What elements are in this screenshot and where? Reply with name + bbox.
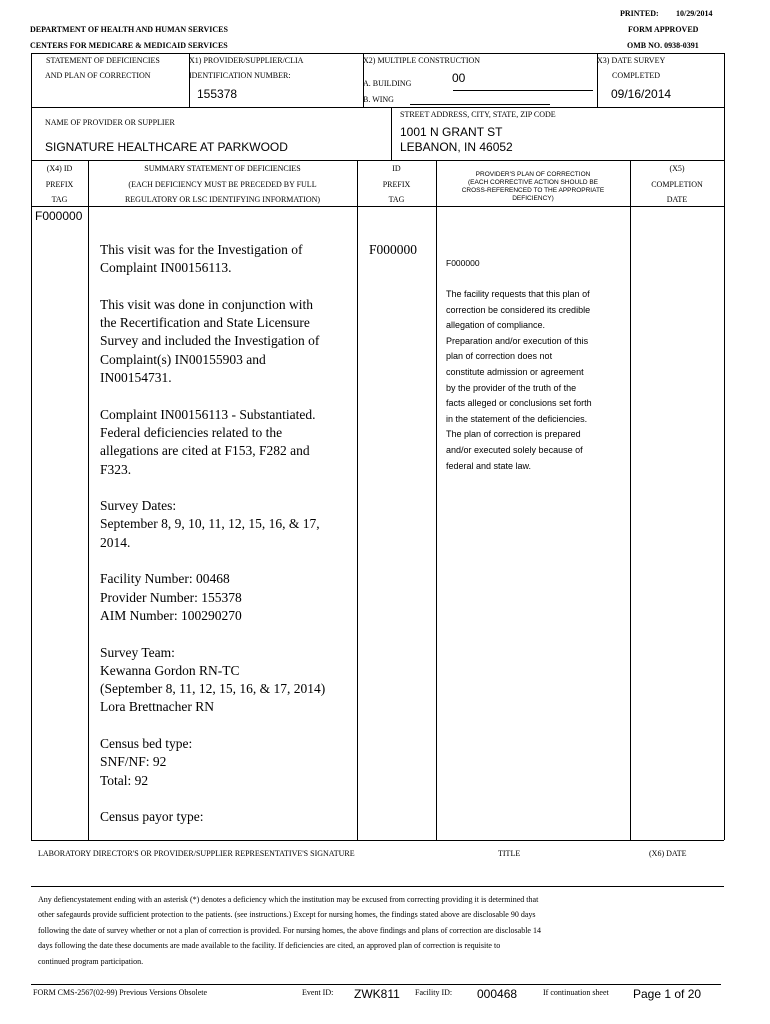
address-label: STREET ADDRESS, CITY, STATE, ZIP CODE	[400, 110, 556, 119]
summary-line: F323.	[100, 461, 132, 477]
x2-label: X2) MULTIPLE CONSTRUCTION	[363, 56, 481, 65]
disclaimer	[38, 892, 718, 969]
title-label: TITLE	[498, 849, 521, 858]
summary-line: Complaint(s) IN00155903 and	[100, 351, 266, 367]
x3-label-2: COMPLETED	[612, 71, 660, 80]
poc-line: in the statement of the deficiencies.	[446, 413, 588, 424]
poc-line: and/or executed solely because of	[446, 444, 583, 455]
summary-paragraph	[100, 644, 356, 717]
summary-header-1: SUMMARY STATEMENT OF DEFICIENCIES	[144, 164, 301, 173]
wing-label: B. WING	[363, 95, 394, 104]
summary-line: Total: 92	[100, 772, 149, 788]
department-name: DEPARTMENT OF HEALTH AND HUMAN SERVICES	[30, 25, 228, 34]
tag-header: TAG	[51, 195, 68, 204]
poc-line: constitute admission or agreement	[446, 366, 584, 377]
summary-line: This visit was done in conjunction with	[100, 296, 313, 312]
prefix-header: PREFIX	[45, 180, 74, 189]
x1-label: X1) PROVIDER/SUPPLIER/CLIA	[189, 56, 304, 65]
summary-line: Provider Number: 155378	[100, 589, 242, 605]
printed-date: 10/29/2014	[676, 9, 713, 18]
tag2-header: TAG	[388, 195, 405, 204]
address-line-2: LEBANON, IN 46052	[400, 140, 513, 154]
summary-line: allegations are cited at F153, F282 and	[100, 443, 310, 459]
poc-header-4: DEFICIENCY)	[512, 195, 554, 202]
statement-label-2: AND PLAN OF CORRECTION	[45, 71, 151, 80]
summary-line: Kewanna Gordon RN-TC	[100, 662, 240, 678]
x3-label: X3) DATE SURVEY	[597, 56, 666, 65]
poc-line: Preparation and/or execution of this	[446, 335, 589, 346]
disclaimer-line: continued program participation.	[38, 956, 144, 966]
summary-line: SNF/NF: 92	[100, 754, 167, 770]
lab-director-label: LABORATORY DIRECTOR'S OR PROVIDER/SUPPLIER REPRESENTATIVE'S SIGNATURE	[38, 849, 355, 858]
summary-line: September 8, 9, 10, 11, 12, 15, 16, & 17,	[100, 516, 320, 532]
summary-paragraph	[100, 497, 356, 552]
id-header: ID	[392, 164, 401, 173]
statement-label-1: STATEMENT OF DEFICIENCIES	[46, 56, 160, 65]
disclaimer-line: following the date of survey whether or not a plan of correction is provided. For nursing homes, the above findings and plans of correction are disclosable 14	[38, 925, 541, 935]
summary-line: Lora Brettnacher RN	[100, 699, 214, 715]
summary-line: Complaint IN00156113.	[100, 260, 232, 276]
summary-line: Census payor type:	[100, 809, 204, 825]
poc-line: correction be considered its credible	[446, 304, 591, 315]
building-value: 00	[452, 71, 466, 85]
x1-label-2: IDENTIFICATION NUMBER:	[189, 71, 291, 80]
centers-name: CENTERS FOR MEDICARE & MEDICAID SERVICES	[30, 41, 228, 50]
poc-line: facts alleged or conclusions set forth	[446, 398, 592, 409]
omb-number: OMB NO. 0938-0391	[627, 41, 699, 50]
summary-paragraph	[100, 296, 356, 387]
disclaimer-line: days following the date these documents are made available to the facility. If deficiencies are cited, an approved plan of correction is requisite to	[38, 941, 501, 951]
continuation-label: If continuation sheet	[543, 988, 609, 997]
provider-name-label: NAME OF PROVIDER OR SUPPLIER	[45, 118, 175, 127]
poc-header-1: PROVIDER'S PLAN OF CORRECTION	[475, 171, 591, 178]
poc-tag: F000000	[446, 258, 480, 268]
poc-line: The facility requests that this plan of	[446, 289, 590, 299]
x6-date-label: (X6) DATE	[649, 849, 687, 858]
summary-line: Census bed type:	[100, 736, 193, 752]
provider-number: 155378	[197, 87, 238, 101]
form-approved: FORM APPROVED	[628, 25, 699, 34]
summary-paragraph	[100, 406, 356, 479]
facility-label: Facility ID:	[415, 988, 453, 997]
event-label: Event ID:	[302, 988, 334, 997]
printed-label: PRINTED:	[620, 9, 659, 18]
summary-line: Survey and included the Investigation of	[100, 333, 320, 349]
summary-statement	[100, 241, 356, 845]
summary-line: AIM Number: 100290270	[100, 607, 242, 623]
poc-header-3: CROSS-REFERENCED TO THE APPROPRIATE	[461, 187, 605, 194]
poc-line: plan of correction does not	[446, 351, 553, 362]
summary-line: 2014.	[100, 534, 131, 550]
summary-line: Complaint IN00156113 - Substantiated.	[100, 406, 316, 422]
plan-of-correction	[446, 287, 630, 474]
completion-header: COMPLETION	[651, 180, 703, 189]
summary-line: Facility Number: 00468	[100, 571, 230, 587]
summary-line: the Recertification and State Licensure	[100, 315, 310, 331]
building-label: A. BUILDING	[363, 79, 412, 88]
form-label: FORM CMS-2567(02-99) Previous Versions Obsolete	[33, 988, 208, 997]
summary-header-2: (EACH DEFICIENCY MUST BE PRECEDED BY FULL	[128, 180, 317, 189]
summary-line: Federal deficiencies related to the	[100, 424, 283, 440]
summary-line: (September 8, 11, 12, 15, 16, & 17, 2014)	[100, 681, 326, 697]
poc-line: by the provider of the truth of the	[446, 382, 577, 393]
summary-header-3: REGULATORY OR LSC IDENTIFYING INFORMATION)	[124, 195, 321, 204]
summary-line: IN00154731.	[100, 370, 172, 386]
date-header: DATE	[666, 195, 688, 204]
poc-header-2: (EACH CORRECTIVE ACTION SHOULD BE	[467, 179, 599, 186]
provider-name: SIGNATURE HEALTHCARE AT PARKWOOD	[45, 140, 288, 154]
summary-line: Survey Dates:	[100, 498, 177, 514]
facility-id: 000468	[477, 987, 518, 1001]
summary-line: This visit was for the Investigation of	[100, 242, 303, 257]
event-id: ZWK811	[354, 987, 400, 1001]
summary-paragraph	[100, 570, 356, 625]
disclaimer-line: Any defiencystatement ending with an asterisk (*) denotes a deficiency which the institution may be excused from correcting providing it is determined that	[38, 895, 539, 904]
summary-paragraph	[100, 735, 356, 790]
page-number: Page 1 of 20	[633, 987, 702, 1001]
x5-header: (X5)	[669, 164, 685, 173]
disclaimer-line: other safegaurds provide sufficient protection to the patients. (see instructions.) Except for nursing homes, the findings stated above are disclosable 90 days	[38, 910, 536, 920]
poc-line: federal and state law.	[446, 460, 532, 471]
prefix2-header: PREFIX	[382, 180, 411, 189]
address-line-1: 1001 N GRANT ST	[400, 125, 503, 139]
tag-left: F000000	[35, 209, 83, 223]
summary-paragraph	[100, 808, 356, 826]
survey-date: 09/16/2014	[611, 87, 672, 101]
summary-paragraph	[100, 241, 356, 278]
summary-line: Survey Team:	[100, 644, 175, 660]
tag-mid: F000000	[369, 242, 418, 257]
poc-line: allegation of compliance.	[446, 320, 546, 331]
x4-id-header: (X4) ID	[46, 164, 73, 173]
poc-line: The plan of correction is prepared	[446, 429, 581, 440]
